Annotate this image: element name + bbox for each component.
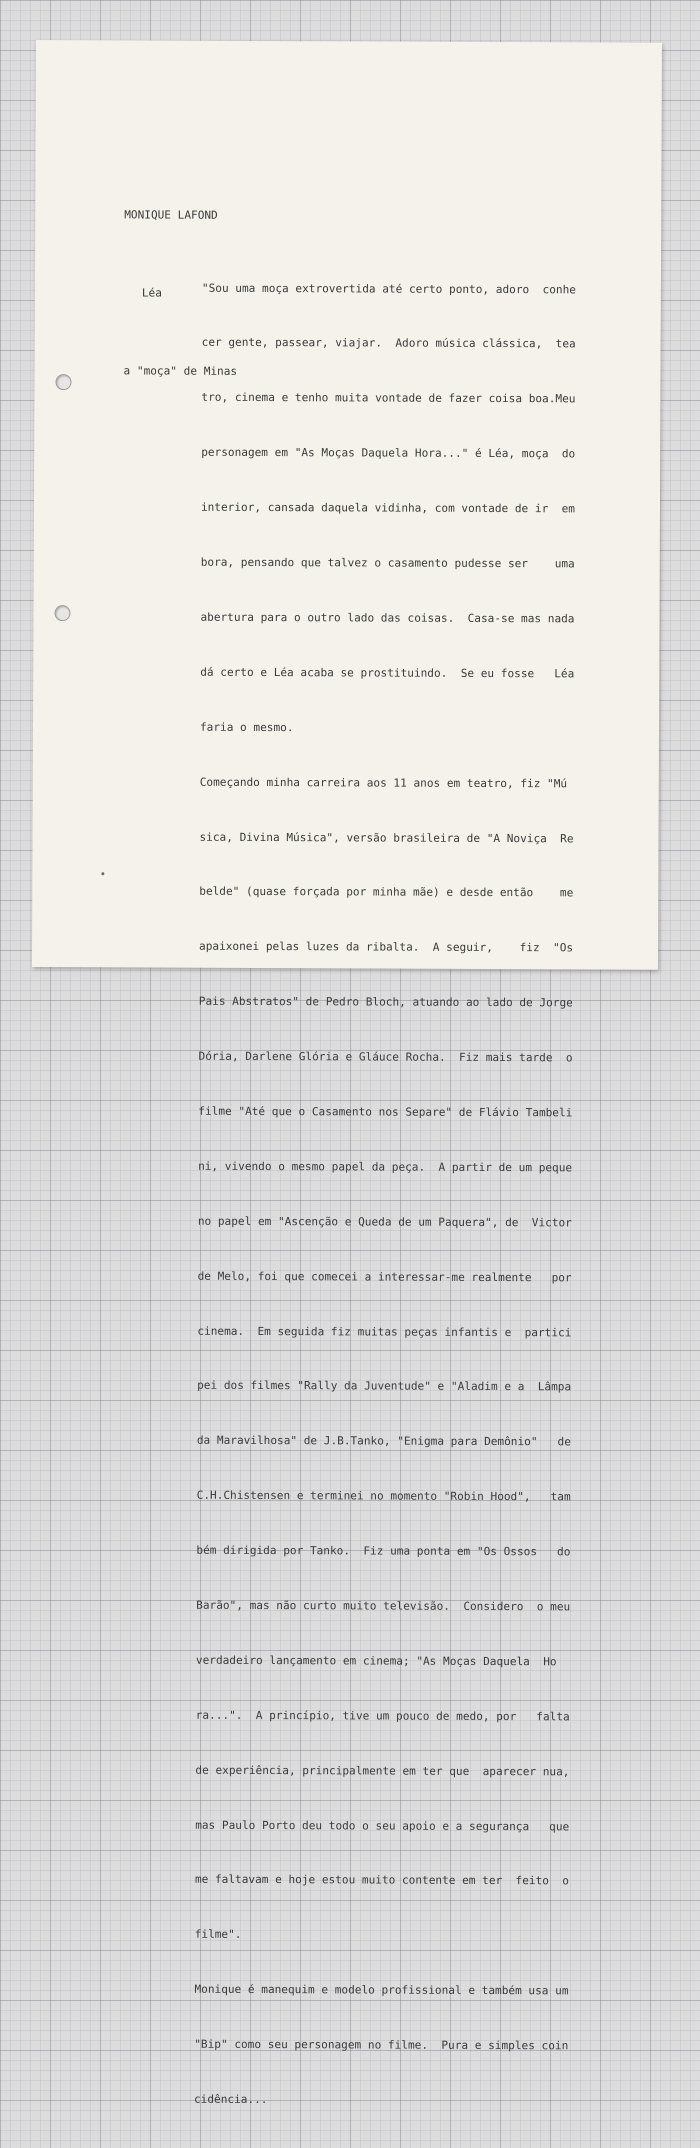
interview-body <box>194 243 576 2147</box>
punch-hole-lower <box>54 605 70 621</box>
actress-name: MONIQUE LAFOND <box>124 208 218 222</box>
body-line: de experiência, principalmente em ter que aparecer nua, <box>195 1763 570 1778</box>
body-line: "Sou uma moça extrovertida até certo ponto, adoro conhe <box>201 281 576 296</box>
body-line: ra...". A princípio, tive um pouco de medo, por falta <box>195 1708 570 1724</box>
body-line: cer gente, passear, viajar. Adoro música clássica, tea <box>201 336 576 351</box>
body-line: Monique é manequim e modelo profissional e também usa um <box>194 1982 569 1998</box>
body-line: C.H.Chistensen e terminei no momento "Robin Hood", tam <box>196 1488 571 1504</box>
body-line: verdadeiro lançamento em cinema; "As Moças Daquela Ho <box>195 1653 557 1669</box>
body-line: tro, cinema e tenho muita vontade de fazer coisa boa.Meu <box>201 391 576 406</box>
typed-page <box>32 40 662 2107</box>
punch-hole-upper <box>55 374 71 390</box>
body-line: no papel em "Ascenção e Queda de um Paquera", de Victor <box>197 1214 572 1230</box>
body-line: Começando minha carreira aos 11 anos em teatro, fiz "Mú <box>199 775 568 790</box>
body-line: de Melo, foi que comecei a interessar-me realmente por <box>197 1269 572 1284</box>
body-line: Barão", mas não curto muito televisão. Considero o meu <box>196 1598 571 1614</box>
body-line: filme "Até que o Casamento nos Separe" de Flávio Tambeli <box>198 1104 573 1120</box>
body-line: belde" (quase forçada por minha mãe) e desde então me <box>199 885 574 900</box>
ink-speck <box>101 872 104 875</box>
body-line: dá certo e Léa acaba se prostituindo. Se eu fosse Léa <box>200 665 575 681</box>
body-line: cidência... <box>193 2092 268 2107</box>
body-line: Dória, Darlene Glória e Gláuce Rocha. Fiz mais tarde o <box>198 1049 573 1065</box>
body-line: abertura para o outro lado das coisas. Casa-se mas nada <box>200 610 575 626</box>
body-line: mas Paulo Porto deu todo o seu apoio e a segurança que <box>195 1818 570 1833</box>
body-line: "Bip" como seu personagem no filme. Pura e simples coin <box>194 2037 569 2053</box>
body-line: sica, Divina Música", versão brasileira de "A Noviça Re <box>199 830 574 845</box>
body-line: ni, vivendo o mesmo papel da peça. A partir de um peque <box>198 1159 573 1175</box>
body-line: Pais Abstratos" de Pedro Bloch, atuando ao lado de Jorge <box>198 994 573 1010</box>
body-line: interior, cansada daquela vidinha, com vontade de ir em <box>200 500 576 516</box>
body-line: filme". <box>194 1928 242 1942</box>
body-line: cinema. Em seguida fiz muitas peças infantis e partici <box>197 1324 572 1339</box>
character-name: Léa <box>141 286 162 300</box>
body-line: personagem em "As Moças Daquela Hora..." é Léa, moça do <box>201 445 576 461</box>
body-line: faria o mesmo. <box>199 720 294 734</box>
body-line: bém dirigida por Tanko. Fiz uma ponta em "Os Ossos do <box>196 1543 571 1559</box>
body-line: da Maravilhosa" de J.B.Tanko, "Enigma para Demônio" de <box>196 1434 571 1449</box>
body-line: apaixonei pelas luzes da ribalta. A seguir, fiz "Os <box>199 940 574 955</box>
body-line: me faltavam e hoje estou muito contente em ter feito o <box>194 1873 570 1888</box>
character-subtitle: a "moça" de Minas <box>123 364 238 378</box>
body-line: bora, pensando que talvez o casamento pudesse ser uma <box>200 555 575 571</box>
body-line: pei dos filmes "Rally da Juventude" e "Aladim e a Lâmpa <box>197 1379 572 1394</box>
